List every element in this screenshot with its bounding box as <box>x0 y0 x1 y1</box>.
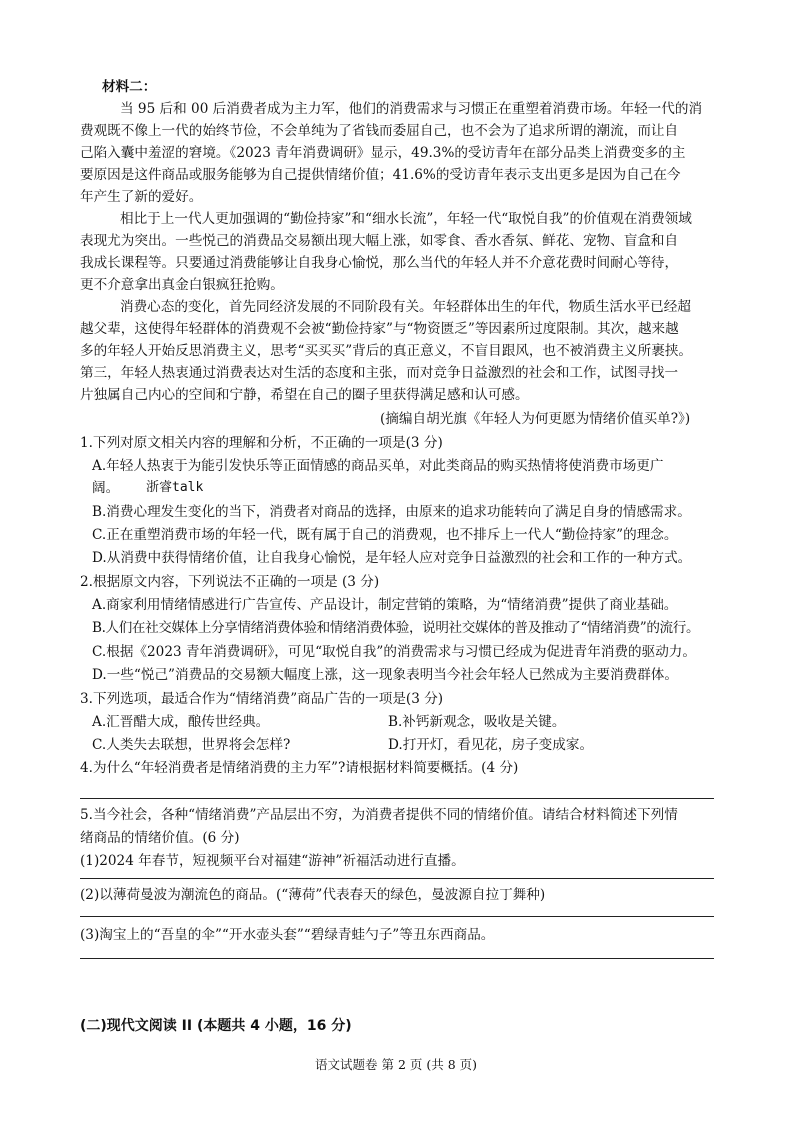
material-heading: 材料二： <box>102 79 157 95</box>
answer-line <box>80 878 714 879</box>
page-footer: 语文试题卷 第 2 页 (共 8 页) <box>315 1057 477 1072</box>
question-3-stem: 3.下列选项，最适合作为“情绪消费”商品广告的一项是(3 分) <box>80 691 444 707</box>
question-2-option-a: A.商家利用情绪情感进行广告宣传、产品设计，制定营销的策略，为“情绪消费”提供了商业基础。 <box>92 597 678 613</box>
source-citation: (摘编自胡光旗《年轻人为何更愿为情绪价值买单?》) <box>380 411 691 427</box>
question-1-option-a: A.年轻人热衷于为能引发快乐等正面情感的商品买单，对此类商品的购买热情将使消费市场更广 <box>92 458 664 474</box>
question-2-option-d: D.一些“悦己”消费品的交易额大幅度上涨，这一现象表明当今社会年轻人已然成为主要消费群体。 <box>92 667 678 683</box>
passage-line: 我成长课程等。只要通过消费能够让自我身心愉悦，那么当代的年轻人并不介意花费时间耐心等待， <box>80 255 679 271</box>
question-5-sub-1: (1)2024 年春节，短视频平台对福建“游神”祈福活动进行直播。 <box>80 853 465 869</box>
watermark-text: 浙睿talk <box>146 480 204 495</box>
passage-line: 年产生了新的爱好。 <box>80 189 203 205</box>
question-1-option-d: D.从消费中获得情绪价值，让自我身心愉悦，是年轻人应对竞争日益激烈的社会和工作的一种方式。 <box>92 550 692 566</box>
question-2-stem: 2.根据原文内容，下列说法不正确的一项是 (3 分) <box>80 574 380 590</box>
question-5-stem-cont: 绪商品的情绪价值。(6 分) <box>80 830 240 846</box>
answer-line <box>80 958 714 959</box>
question-5-sub-2: (2)以薄荷曼波为潮流色的商品。(“薄荷”代表春天的绿色，曼波源自拉丁舞种) <box>80 887 546 903</box>
passage-line: 要原因是这件商品或服务能够为自己提供情绪价值；41.6%的受访青年表示支出更多是因为自己在今 <box>80 167 681 183</box>
question-1-option-c: C.正在重塑消费市场的年轻一代，既有属于自己的消费观，也不排斥上一代人“勤俭持家”的理念。 <box>92 527 678 543</box>
passage-line: 越父辈，这使得年轻群体的消费观不会被“勤俭持家”与“物资匮乏”等因素所过度限制。其次，越来越 <box>80 321 679 337</box>
question-4-stem: 4.为什么“年轻消费者是情绪消费的主力军”?请根据材料简要概括。(4 分) <box>80 760 519 776</box>
question-1-option-b: B.消费心理发生变化的当下，消费者对商品的选择，由原来的追求功能转向了满足自身的情感需求。 <box>92 504 691 520</box>
passage-line: 更不介意拿出真金白银疯狂抢购。 <box>80 277 284 293</box>
passage-line: 己陷入囊中羞涩的窘境。《2023 青年消费调研》显示，49.3%的受访青年在部分品类上消费变多的主 <box>80 145 686 161</box>
question-3-option-c: C.人类失去联想，世界将会怎样? <box>92 737 291 753</box>
passage-line: 相比于上一代人更加强调的“勤俭持家”和“细水长流”，年轻一代“取悦自我”的价值观在消费领域 <box>120 211 692 227</box>
question-3-option-d: D.打开灯，看见花，房子变成家。 <box>388 737 594 753</box>
section-heading: (二)现代文阅读 II (本题共 4 小题，16 分) <box>80 1018 352 1034</box>
question-2-option-b: B.人们在社交媒体上分享情绪消费体验和情绪消费体验，说明社交媒体的普及推动了“情绪消费”的流行。 <box>92 620 700 636</box>
passage-line: 当 95 后和 00 后消费者成为主力军，他们的消费需求与习惯正在重塑着消费市场。年轻一代的消 <box>120 101 703 117</box>
question-3-option-b: B.补钙新观念，吸收是关键。 <box>388 714 566 730</box>
passage-line: 表现尤为突出。一些悦己的消费品交易额出现大幅上涨，如零食、香水香氛、鲜花、宠物、盲盒和自 <box>80 233 679 249</box>
question-3-option-a: A.汇晋醋大成，酿传世经典。 <box>92 714 270 730</box>
question-1-option-a-cont: 阔。 <box>92 480 120 496</box>
question-5-stem: 5.当今社会，各种“情绪消费”产品层出不穷，为消费者提供不同的情绪价值。请结合材料简述下列情 <box>80 807 678 823</box>
answer-line <box>80 798 714 799</box>
passage-line: 费观既不像上一代的始终节俭，不会单纯为了省钱而委屈自己，也不会为了追求所谓的潮流，而让自 <box>80 123 679 139</box>
passage-line: 消费心态的变化，首先同经济发展的不同阶段有关。年轻群体出生的年代，物质生活水平已经超 <box>120 299 691 315</box>
question-5-sub-3: (3)淘宝上的“吾皇的伞”“开水壶头套”“碧绿青蛙勺子”等丑东西商品。 <box>80 927 495 943</box>
passage-line: 第三，年轻人热衷通过消费表达对生活的态度和主张，而对竞争日益激烈的社会和工作，试图寻找一 <box>80 365 679 381</box>
passage-line: 片独属自己内心的空间和宁静，希望在自己的圈子里获得满足感和认可感。 <box>80 387 529 403</box>
question-2-option-c: C.根据《2023 青年消费调研》，可见“取悦自我”的消费需求与习惯已经成为促进青年消费的驱动力。 <box>92 644 696 660</box>
passage-line: 多的年轻人开始反思消费主义，思考“买买买”背后的真正意义，不盲目跟风，也不被消费主义所裹挟。 <box>80 343 693 359</box>
answer-line <box>80 916 714 917</box>
question-1-stem: 1.下列对原文相关内容的理解和分析，不正确的一项是(3 分) <box>80 435 443 451</box>
